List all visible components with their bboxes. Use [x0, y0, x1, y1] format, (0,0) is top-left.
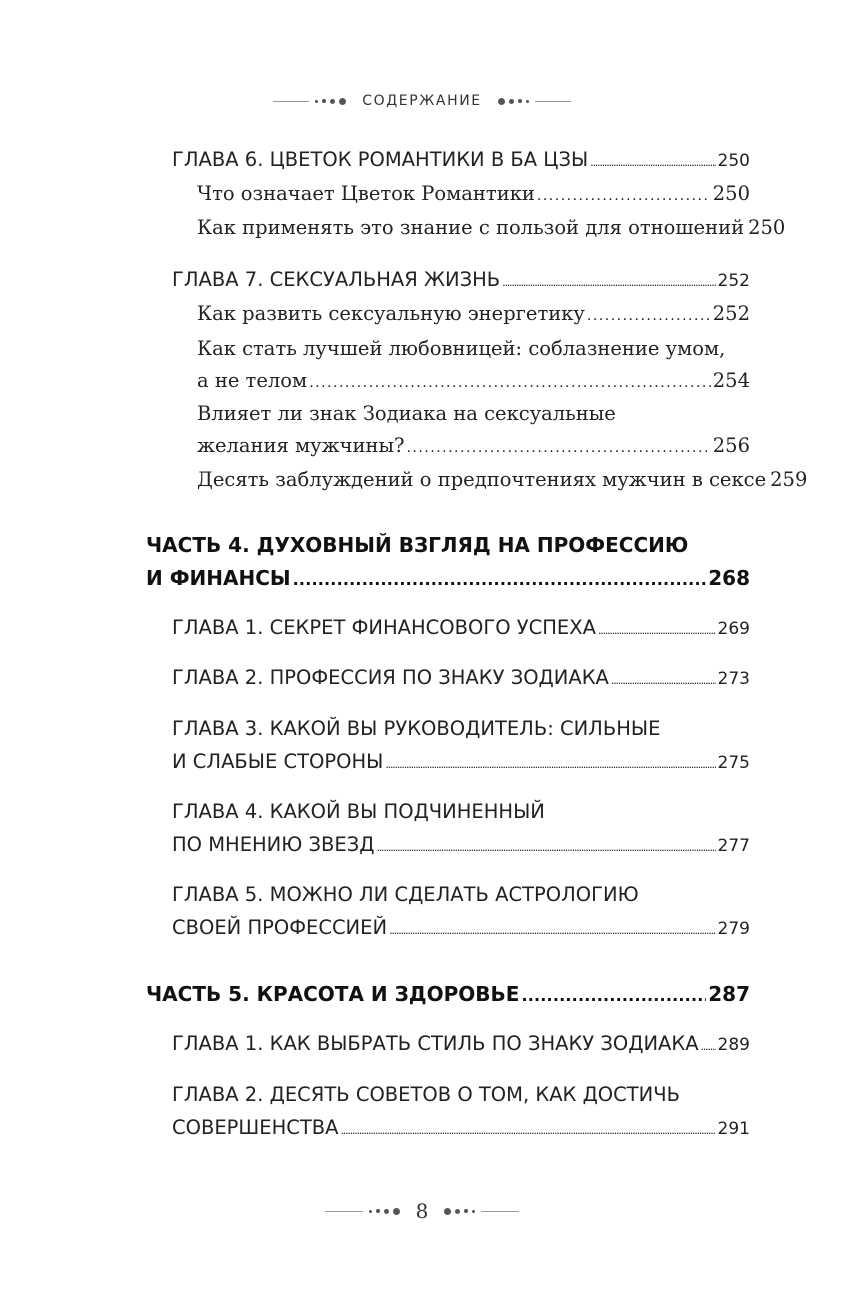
dot-leader [590, 148, 715, 171]
toc-entry-chapter [172, 666, 750, 689]
toc-entry-title-line1: ГЛАВА 4. КАКОЙ ВЫ ПОДЧИНЕННЫЙ [172, 800, 545, 823]
toc-entry-chapter [172, 1116, 750, 1139]
toc-entry-title: Как развить сексуальную энергетику [197, 302, 585, 325]
dot-leader [537, 182, 711, 205]
dot-leader [521, 982, 706, 1006]
toc-entry-title-line2: СВОЕЙ ПРОФЕССИЕЙ [172, 916, 388, 939]
toc-page-number: 250 [748, 216, 786, 239]
toc-entry-chapter [172, 1032, 750, 1055]
toc-page-number: 275 [717, 753, 750, 773]
dot-leader [598, 616, 716, 639]
dot-leader [293, 566, 707, 590]
toc-page-number: 252 [717, 271, 750, 291]
toc-entry-chapter [172, 916, 750, 939]
dot-leader [587, 302, 711, 325]
ornament-dots-left [315, 98, 346, 105]
ornament-rule-left [273, 101, 309, 102]
dot-leader [389, 916, 715, 939]
toc-entry-title: ГЛАВА 1. СЕКРЕТ ФИНАНСОВОГО УСПЕХА [172, 616, 596, 639]
toc-page-number: 268 [708, 566, 750, 590]
toc-entry-title-line2: И СЛАБЫЕ СТОРОНЫ [172, 750, 384, 773]
toc-entry-title-line2: желания мужчины? [197, 434, 405, 457]
toc-entry-title: ГЛАВА 6. ЦВЕТОК РОМАНТИКИ В БА ЦЗЫ [172, 148, 589, 171]
toc-entry-title: ГЛАВА 7. СЕКСУАЛЬНАЯ ЖИЗНЬ [172, 268, 501, 291]
toc-page-number: 250 [712, 182, 750, 205]
toc-entry-title-line1: ГЛАВА 5. МОЖНО ЛИ СДЕЛАТЬ АСТРОЛОГИЮ [172, 883, 639, 906]
toc-entry-part-4 [146, 566, 750, 590]
running-title: СОДЕРЖАНИЕ [362, 93, 482, 109]
ornament-rule-left [325, 1211, 363, 1212]
ornament-rule-right [535, 101, 571, 102]
toc-entry-title: Как применять это знание с пользой для отношений [197, 216, 745, 239]
toc-entry-title-line2: СОВЕРШЕНСТВА [172, 1116, 339, 1139]
toc-entry-chapter [172, 833, 750, 856]
toc-entry-section [197, 369, 750, 392]
toc-entry-section [197, 182, 750, 205]
toc-entry-title: Что означает Цветок Романтики [197, 182, 535, 205]
ornament-dots-right [444, 1208, 475, 1215]
toc-page-number: 291 [717, 1119, 750, 1139]
page-number: 8 [415, 1199, 429, 1223]
toc-part-title: ЧАСТЬ 5. КРАСОТА И ЗДОРОВЬЕ [146, 982, 520, 1006]
toc-page-number: 277 [717, 836, 750, 856]
toc-entry-title: Десять заблуждений о предпочтениях мужчин в сексе [197, 468, 767, 491]
toc-entry-section [197, 468, 808, 491]
toc-entry-title-line2: ПО МНЕНИЮ ЗВЕЗД [172, 833, 375, 856]
ornament-dots-left [369, 1208, 400, 1215]
dot-leader [406, 434, 710, 457]
toc-page-number: 269 [717, 619, 750, 639]
toc-page-number: 273 [717, 669, 750, 689]
toc-entry-section [197, 302, 750, 325]
toc-page-number: 252 [712, 302, 750, 325]
toc-page-number: 250 [717, 151, 750, 171]
dot-leader [701, 1032, 716, 1055]
dot-leader [385, 750, 715, 773]
toc-entry-chapter-6 [172, 148, 750, 171]
ornament-dots-right [498, 98, 529, 105]
toc-entry-title-line1: ГЛАВА 3. КАКОЙ ВЫ РУКОВОДИТЕЛЬ: СИЛЬНЫЕ [172, 717, 661, 740]
dot-leader [341, 1116, 716, 1139]
toc-entry-chapter-7 [172, 268, 750, 291]
toc-entry-title: ГЛАВА 2. ПРОФЕССИЯ ПО ЗНАКУ ЗОДИАКА [172, 666, 609, 689]
page-footer [0, 1196, 844, 1226]
toc-page-number: 287 [708, 982, 750, 1006]
toc-entry-title: ГЛАВА 1. КАК ВЫБРАТЬ СТИЛЬ ПО ЗНАКУ ЗОДИАКА [172, 1032, 699, 1055]
dot-leader [502, 268, 715, 291]
toc-entry-title-line1: Влияет ли знак Зодиака на сексуальные [197, 402, 616, 425]
dot-leader [309, 369, 711, 392]
toc-entry-section [197, 216, 786, 239]
toc-page-number: 289 [717, 1035, 750, 1055]
toc-entry-title-line1: Как стать лучшей любовницей: соблазнение умом, [197, 337, 726, 360]
dot-leader [611, 666, 716, 689]
toc-entry-title-line1: ГЛАВА 2. ДЕСЯТЬ СОВЕТОВ О ТОМ, КАК ДОСТИЧЬ [172, 1083, 681, 1106]
toc-entry-section [197, 434, 750, 457]
toc-page-number: 254 [712, 369, 750, 392]
toc-page-number: 279 [717, 919, 750, 939]
toc-entry-part-5 [146, 982, 750, 1006]
toc-entry-chapter [172, 616, 750, 639]
toc-part-4-title-line1: ЧАСТЬ 4. ДУХОВНЫЙ ВЗГЛЯД НА ПРОФЕССИЮ [146, 533, 689, 557]
ornament-rule-right [481, 1211, 519, 1212]
toc-page-number: 256 [712, 434, 750, 457]
running-head [0, 88, 844, 114]
dot-leader [376, 833, 715, 856]
toc-page-number: 259 [770, 468, 808, 491]
toc-part-title-line2: И ФИНАНСЫ [146, 566, 291, 590]
toc-entry-chapter [172, 750, 750, 773]
toc-entry-title-line2: а не телом [197, 369, 308, 392]
